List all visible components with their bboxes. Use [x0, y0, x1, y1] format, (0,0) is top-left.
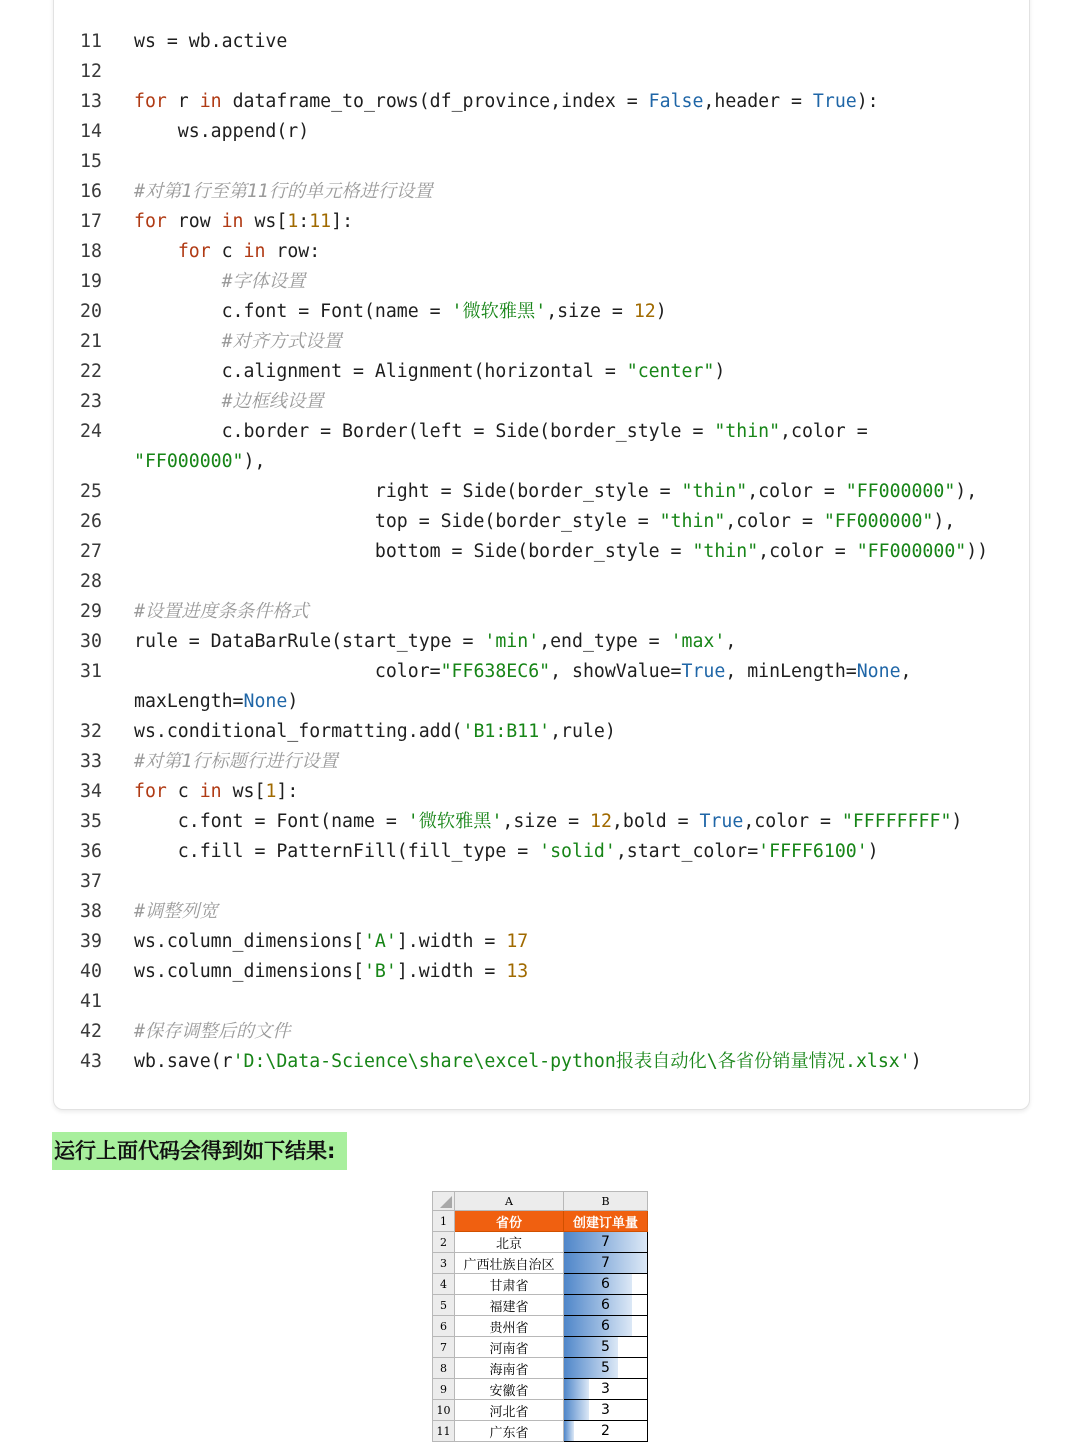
code-text	[134, 327, 342, 357]
code-token: ,color =	[725, 511, 824, 532]
column-header-a[interactable]: A	[455, 1192, 564, 1211]
line-number: 26	[80, 511, 102, 532]
order-count-cell[interactable]	[564, 1421, 648, 1442]
code-token: ,color =	[743, 811, 842, 832]
code-token: bottom = Side(border_style =	[134, 541, 693, 562]
code-token: "FF000000"	[856, 541, 967, 562]
code-token: "FF000000"	[134, 451, 244, 472]
order-count-cell[interactable]	[564, 1316, 648, 1337]
code-token: "FF638EC6"	[440, 661, 551, 682]
code-token: ws.column_dimensions[	[134, 931, 364, 952]
code-token: for	[134, 91, 167, 112]
code-token: ,	[725, 631, 737, 652]
code-token: )	[287, 691, 299, 712]
code-token: )	[867, 841, 879, 862]
line-number: 31	[80, 661, 102, 682]
row-number[interactable]: 5	[433, 1295, 455, 1316]
code-token: for	[134, 781, 167, 802]
code-token: )	[951, 811, 963, 832]
code-token	[134, 271, 222, 292]
code-line	[0, 537, 1080, 567]
code-token: #边框线设置	[221, 391, 324, 412]
line-number: 38	[80, 901, 102, 922]
code-line	[0, 627, 1080, 657]
line-number: 28	[80, 571, 102, 592]
code-token: #调整列宽	[134, 901, 218, 922]
code-text	[134, 777, 298, 807]
code-token: in	[243, 241, 266, 262]
code-line	[0, 957, 1080, 987]
code-line	[0, 297, 1080, 327]
code-text	[134, 477, 977, 507]
code-token: #设置进度条条件格式	[134, 601, 309, 622]
row-number[interactable]: 6	[433, 1316, 455, 1337]
sheet-row	[433, 1379, 648, 1400]
code-token: True	[812, 91, 857, 112]
sheet-header-row	[433, 1211, 648, 1232]
order-count-cell[interactable]	[564, 1358, 648, 1379]
code-line	[0, 357, 1080, 387]
code-token: c	[166, 781, 200, 802]
code-text	[134, 267, 305, 297]
code-token: 'max'	[670, 631, 726, 652]
code-token: ))	[966, 541, 989, 562]
code-token: ,bold =	[611, 811, 700, 832]
code-text	[134, 957, 528, 987]
line-number: 37	[80, 871, 102, 892]
row-number[interactable]: 3	[433, 1253, 455, 1274]
code-line	[0, 567, 1080, 597]
province-cell[interactable]: 安徽省	[455, 1379, 564, 1400]
code-token: True	[681, 661, 726, 682]
code-text	[134, 717, 616, 747]
code-token: "FF000000"	[823, 511, 934, 532]
code-token: ),	[933, 511, 956, 532]
line-number: 11	[80, 31, 102, 52]
line-number: 39	[80, 931, 102, 952]
code-token: )	[655, 301, 667, 322]
sheet-row	[433, 1358, 648, 1379]
province-cell[interactable]: 甘肃省	[455, 1274, 564, 1295]
code-line	[0, 417, 1080, 447]
code-line	[0, 327, 1080, 357]
code-token: c.font = Font(name =	[134, 811, 408, 832]
code-line	[0, 657, 1080, 687]
code-token: c.fill = PatternFill(fill_type =	[134, 841, 540, 862]
line-number: 17	[80, 211, 102, 232]
code-token: )	[910, 1051, 922, 1072]
header-cell-order-count[interactable]: 创建订单量	[564, 1211, 648, 1232]
order-count-value: 5	[601, 1360, 610, 1376]
code-token: ].width =	[396, 961, 507, 982]
row-number[interactable]: 7	[433, 1337, 455, 1358]
code-line	[0, 447, 1080, 477]
code-token: c	[210, 241, 244, 262]
row-number[interactable]: 10	[433, 1400, 455, 1421]
code-token: c.font = Font(name =	[134, 301, 452, 322]
code-line	[0, 687, 1080, 717]
code-token: 'B1:B11'	[462, 721, 551, 742]
code-text	[134, 537, 988, 567]
sheet-table	[432, 1191, 648, 1442]
code-token: in	[199, 91, 222, 112]
order-count-value: 3	[601, 1402, 610, 1418]
order-count-cell[interactable]	[564, 1337, 648, 1358]
order-count-cell[interactable]	[564, 1253, 648, 1274]
line-number: 29	[80, 601, 102, 622]
code-text	[134, 237, 320, 267]
sheet-row	[433, 1274, 648, 1295]
code-token: '微软雅黑'	[407, 811, 503, 832]
code-token: #对第1行至第11行的单元格进行设置	[134, 181, 433, 202]
province-cell[interactable]: 河南省	[455, 1337, 564, 1358]
order-count-value: 7	[601, 1255, 610, 1271]
code-line	[0, 837, 1080, 867]
code-token: wb.save(r	[134, 1051, 233, 1072]
province-cell[interactable]: 广东省	[455, 1421, 564, 1442]
code-line	[0, 897, 1080, 927]
code-token: r	[166, 91, 200, 112]
code-token	[134, 331, 222, 352]
row-number[interactable]: 8	[433, 1358, 455, 1379]
data-bar	[564, 1295, 632, 1315]
code-line	[0, 237, 1080, 267]
code-line	[0, 1017, 1080, 1047]
code-token: 'min'	[484, 631, 540, 652]
code-token: 1	[265, 781, 277, 802]
code-text	[134, 447, 265, 477]
code-token: rule = DataBarRule(start_type =	[134, 631, 485, 652]
code-text	[134, 387, 324, 417]
line-number: 27	[80, 541, 102, 562]
order-count-cell[interactable]	[564, 1379, 648, 1400]
code-token: row	[166, 211, 222, 232]
code-token: 12	[590, 811, 612, 832]
code-token: ws.column_dimensions[	[134, 961, 364, 982]
code-token: , minLength=	[725, 661, 857, 682]
code-token: for	[177, 241, 211, 262]
line-number: 35	[80, 811, 102, 832]
code-token: "FFFFFFFF"	[841, 811, 952, 832]
code-token: #保存调整后的文件	[134, 1021, 291, 1042]
order-count-cell[interactable]	[564, 1295, 648, 1316]
sheet-row	[433, 1316, 648, 1337]
line-number: 41	[80, 991, 102, 1012]
code-token: #字体设置	[221, 271, 306, 292]
code-token: row:	[265, 241, 321, 262]
code-token: color=	[134, 661, 441, 682]
line-number: 43	[80, 1051, 102, 1072]
code-token: c.alignment = Alignment(horizontal =	[134, 361, 627, 382]
code-token: 'A'	[363, 931, 397, 952]
line-number: 36	[80, 841, 102, 862]
line-number: 18	[80, 241, 102, 262]
code-token: ws[	[221, 781, 266, 802]
order-count-value: 6	[601, 1276, 610, 1292]
code-text	[134, 687, 298, 717]
code-token: ),	[243, 451, 266, 472]
code-text	[134, 507, 955, 537]
code-line	[0, 717, 1080, 747]
result-caption: 运行上面代码会得到如下结果:	[52, 1132, 347, 1170]
code-text	[134, 177, 432, 207]
code-token: in	[199, 781, 222, 802]
code-token: ,end_type =	[539, 631, 671, 652]
code-token: #对齐方式设置	[221, 331, 342, 352]
code-token	[134, 391, 222, 412]
line-number: 40	[80, 961, 102, 982]
code-token: None	[856, 661, 901, 682]
line-number: 13	[80, 91, 102, 112]
code-token: 17	[506, 931, 529, 952]
sheet-row	[433, 1253, 648, 1274]
code-token: right = Side(border_style =	[134, 481, 682, 502]
line-number: 34	[80, 781, 102, 802]
line-number: 32	[80, 721, 102, 742]
code-token: c.border = Border(left = Side(border_style =	[134, 421, 715, 442]
code-token: "FF000000"	[845, 481, 956, 502]
code-line	[0, 867, 1080, 897]
code-token: )	[714, 361, 726, 382]
code-token: 'solid'	[539, 841, 616, 862]
excel-result-sheet	[432, 1191, 650, 1451]
order-count-value: 2	[601, 1423, 610, 1439]
code-text	[134, 807, 962, 837]
code-token: in	[221, 211, 244, 232]
header-cell-province[interactable]: 省份	[455, 1211, 564, 1232]
line-number: 33	[80, 751, 102, 772]
sheet-row	[433, 1421, 648, 1442]
code-token: dataframe_to_rows(df_province,index =	[221, 91, 649, 112]
data-bar	[564, 1316, 632, 1336]
code-token: , showValue=	[550, 661, 682, 682]
line-number: 12	[80, 61, 102, 82]
code-token: maxLength=	[134, 691, 244, 712]
code-line	[0, 177, 1080, 207]
order-count-value: 7	[601, 1234, 610, 1250]
code-token: ws[	[243, 211, 288, 232]
code-line	[0, 267, 1080, 297]
code-text	[134, 1047, 922, 1077]
data-bar	[564, 1379, 589, 1399]
line-number: 24	[80, 421, 102, 442]
column-header-row	[433, 1192, 648, 1211]
province-cell[interactable]: 贵州省	[455, 1316, 564, 1337]
code-line	[0, 117, 1080, 147]
code-block	[0, 27, 1080, 1077]
code-token: "thin"	[692, 541, 759, 562]
line-number: 30	[80, 631, 102, 652]
sheet-row	[433, 1337, 648, 1358]
code-line	[0, 777, 1080, 807]
code-token: ,size =	[546, 301, 634, 322]
line-number: 21	[80, 331, 102, 352]
code-text	[134, 1017, 290, 1047]
order-count-cell[interactable]	[564, 1232, 648, 1253]
province-cell[interactable]: 福建省	[455, 1295, 564, 1316]
code-token: ws = wb.active	[134, 31, 288, 52]
code-text	[134, 747, 338, 777]
code-text	[134, 357, 725, 387]
order-count-value: 3	[601, 1381, 610, 1397]
code-token: for	[134, 211, 167, 232]
code-text	[134, 897, 218, 927]
code-token: #对第1行标题行进行设置	[134, 751, 338, 772]
code-text	[134, 927, 528, 957]
code-token: "center"	[626, 361, 715, 382]
line-number: 20	[80, 301, 102, 322]
code-token: ,	[900, 661, 912, 682]
code-text	[134, 297, 667, 327]
code-text	[134, 657, 912, 687]
province-cell[interactable]: 北京	[455, 1232, 564, 1253]
code-token: ,color =	[747, 481, 846, 502]
sheet-row	[433, 1295, 648, 1316]
order-count-cell[interactable]	[564, 1274, 648, 1295]
order-count-cell[interactable]	[564, 1400, 648, 1421]
code-token: True	[699, 811, 744, 832]
line-number: 16	[80, 181, 102, 202]
code-token: ,size =	[502, 811, 591, 832]
province-cell[interactable]: 河北省	[455, 1400, 564, 1421]
code-token: ):	[856, 91, 879, 112]
code-token: ws.append(r)	[134, 121, 310, 142]
row-number[interactable]: 4	[433, 1274, 455, 1295]
code-line	[0, 87, 1080, 117]
order-count-value: 5	[601, 1339, 610, 1355]
code-token: ,header =	[703, 91, 813, 112]
code-token: "thin"	[659, 511, 726, 532]
code-token: top = Side(border_style =	[134, 511, 660, 532]
code-token: ,color =	[780, 421, 868, 442]
order-count-value: 6	[601, 1318, 610, 1334]
code-token: "thin"	[714, 421, 781, 442]
code-text	[134, 627, 736, 657]
order-count-value: 6	[601, 1297, 610, 1313]
code-token: 13	[506, 961, 529, 982]
code-token: ]:	[276, 781, 299, 802]
data-bar	[564, 1400, 589, 1420]
code-token: ,color =	[758, 541, 857, 562]
code-line	[0, 597, 1080, 627]
code-line	[0, 1047, 1080, 1077]
line-number: 14	[80, 121, 102, 142]
code-token: 'FFFF6100'	[758, 841, 868, 862]
code-text	[134, 87, 879, 117]
code-token: ,rule)	[550, 721, 616, 742]
line-number: 23	[80, 391, 102, 412]
line-number: 19	[80, 271, 102, 292]
line-number: 22	[80, 361, 102, 382]
code-line	[0, 987, 1080, 1017]
code-line	[0, 147, 1080, 177]
code-line	[0, 387, 1080, 417]
column-header-b[interactable]: B	[564, 1192, 648, 1211]
code-text	[134, 837, 879, 867]
select-all-triangle-icon	[440, 1196, 452, 1208]
row-number[interactable]: 11	[433, 1421, 455, 1442]
code-token: ws.conditional_formatting.add(	[134, 721, 463, 742]
code-token: ]:	[331, 211, 354, 232]
line-number: 25	[80, 481, 102, 502]
row-number[interactable]: 1	[433, 1211, 455, 1232]
sheet-row	[433, 1232, 648, 1253]
code-token: "thin"	[681, 481, 748, 502]
code-token: False	[648, 91, 704, 112]
code-token: 'D:\Data-Science\share\excel-python报表自动化\各省份销量情况.xlsx'	[232, 1051, 911, 1072]
line-number: 42	[80, 1021, 102, 1042]
sheet-row	[433, 1400, 648, 1421]
row-number[interactable]: 9	[433, 1379, 455, 1400]
code-token: 1	[287, 211, 299, 232]
code-line	[0, 57, 1080, 87]
select-all-corner[interactable]	[433, 1192, 455, 1211]
code-text	[134, 207, 353, 237]
code-token: ].width =	[396, 931, 507, 952]
code-line	[0, 207, 1080, 237]
line-number: 15	[80, 151, 102, 172]
code-text	[134, 117, 309, 147]
code-token: None	[243, 691, 288, 712]
code-token: :	[298, 211, 310, 232]
code-line	[0, 507, 1080, 537]
code-token: '微软雅黑'	[451, 301, 547, 322]
code-line	[0, 27, 1080, 57]
data-bar	[564, 1274, 632, 1294]
code-line	[0, 747, 1080, 777]
code-token: ),	[955, 481, 978, 502]
code-token: 12	[633, 301, 656, 322]
province-cell[interactable]: 海南省	[455, 1358, 564, 1379]
code-text	[134, 597, 309, 627]
province-cell[interactable]: 广西壮族自治区	[455, 1253, 564, 1274]
code-token	[134, 241, 178, 262]
code-token: 'B'	[363, 961, 397, 982]
code-line	[0, 927, 1080, 957]
code-text	[134, 417, 868, 447]
code-line	[0, 477, 1080, 507]
row-number[interactable]: 2	[433, 1232, 455, 1253]
code-line	[0, 807, 1080, 837]
code-token: 11	[309, 211, 332, 232]
data-bar	[564, 1421, 574, 1441]
code-token: ,start_color=	[615, 841, 759, 862]
code-text	[134, 27, 287, 57]
